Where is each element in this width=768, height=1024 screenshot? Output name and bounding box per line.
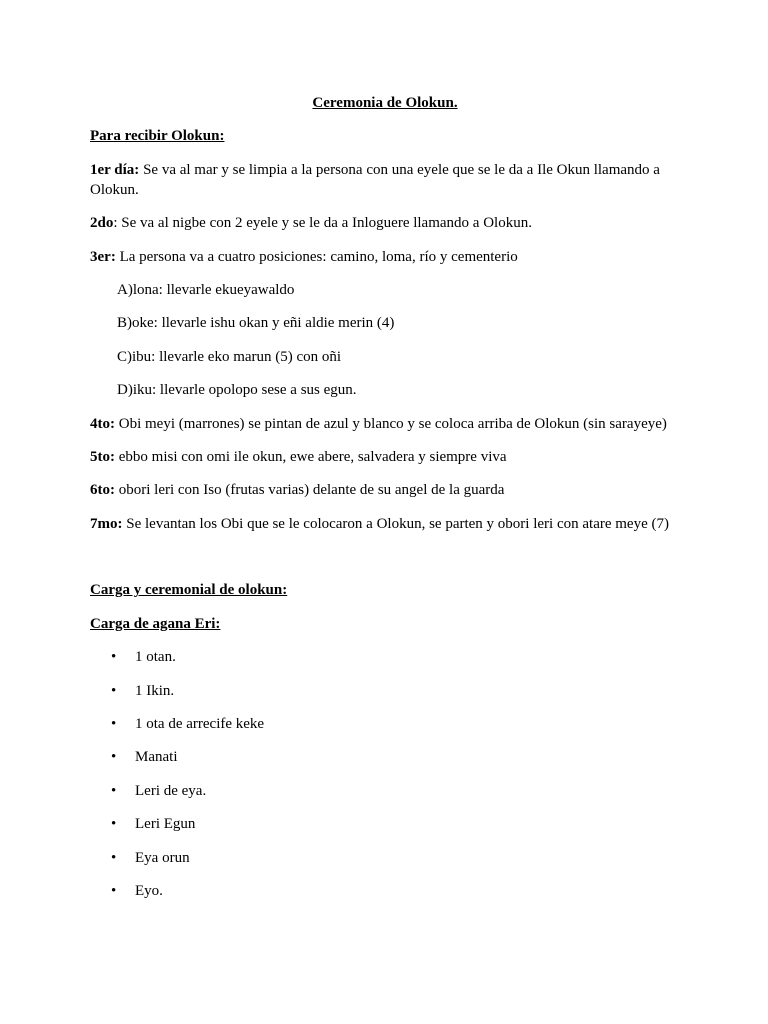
step-day-6 [90, 480, 680, 500]
spacer [90, 400, 680, 413]
step-text: : Se va al nigbe con 2 eyele y se le da a Inloguere llamando a Olokun. [113, 215, 532, 232]
spacer [90, 500, 680, 513]
spacer [90, 200, 680, 213]
step-label: 5to: [90, 448, 115, 465]
spacer [90, 434, 680, 447]
step-label: 2do [90, 215, 114, 232]
list-item-text: Eya orun [135, 849, 190, 866]
step-day-2 [90, 213, 680, 233]
step-day-5 [90, 447, 680, 467]
spacer [90, 333, 680, 346]
bullet-icon: • [111, 849, 117, 866]
bullet-icon: • [111, 816, 117, 833]
position-item-b: B)oke: llevarle ishu okan y eñi aldie merin (4) [117, 315, 395, 332]
list-item [90, 848, 680, 868]
list-item-text: Eyo. [135, 883, 163, 899]
list-item [90, 681, 680, 701]
step-text: Se levantan los Obi que se le colocaron a Olokun, se parten y obori leri con atare meye (7) [122, 515, 669, 532]
spacer [90, 300, 680, 313]
spacer [90, 267, 680, 280]
list-item-text: Leri de eya. [135, 782, 207, 799]
step-day-1 [90, 160, 680, 200]
bullet-icon: • [111, 782, 117, 799]
step-text: ebbo misi con omi ile okun, ewe abere, salvadera y siempre viva [115, 448, 507, 465]
section-heading-para-recibir: Para recibir Olokun: [90, 128, 225, 145]
bullet-icon: • [111, 883, 117, 899]
position-item-d: D)iku: llevarle opolopo sese a sus egun. [117, 382, 357, 399]
section-subheading-carga-agana: Carga de agana Eri: [90, 615, 221, 632]
bullet-icon: • [111, 649, 117, 666]
step-text: Se va al mar y se limpia a la persona con una eyele que se le da a Ile Okun llamando a Olokun. [90, 161, 660, 198]
spacer [90, 634, 680, 647]
position-item-a: A)lona: llevarle ekueyawaldo [117, 281, 295, 298]
list-item [90, 781, 680, 801]
list-item-text: 1 Ikin. [135, 682, 175, 699]
section-heading-carga-ceremonial: Carga y ceremonial de olokun: [90, 582, 288, 599]
step-day-3 [90, 247, 680, 267]
step-label: 4to: [90, 415, 115, 432]
spacer [90, 600, 680, 613]
list-item [90, 814, 680, 834]
document-title: Ceremonia de Olokun. [312, 95, 458, 111]
ingredients-list [90, 647, 680, 901]
step-text: Obi meyi (marrones) se pintan de azul y blanco y se coloca arriba de Olokun (sin sarayeye) [115, 415, 667, 432]
bullet-icon: • [111, 682, 117, 699]
step-day-4 [90, 414, 680, 434]
spacer [90, 467, 680, 480]
spacer [90, 113, 680, 126]
document-page [90, 93, 680, 914]
spacer [90, 146, 680, 159]
step-label: 7mo: [90, 515, 123, 532]
step-text: obori leri con Iso (frutas varias) delante de su angel de la guarda [115, 482, 505, 499]
list-item [90, 747, 680, 767]
list-item [90, 647, 680, 667]
position-item-c: C)ibu: llevarle eko marun (5) con oñi [117, 348, 342, 365]
spacer [90, 367, 680, 380]
step-label: 6to: [90, 482, 115, 499]
step-text: La persona va a cuatro posiciones: camino, loma, río y cementerio [115, 248, 518, 265]
spacer [90, 534, 680, 581]
list-item-text: Leri Egun [135, 816, 196, 833]
list-item-text: 1 otan. [135, 649, 176, 666]
list-item-text: Manati [135, 749, 178, 766]
list-item [90, 881, 680, 901]
list-item-text: 1 ota de arrecife keke [135, 716, 265, 733]
step-day-7 [90, 514, 680, 534]
bullet-icon: • [111, 716, 117, 733]
list-item [90, 714, 680, 734]
step-label: 1er día: [90, 161, 140, 178]
step-label: 3er: [90, 248, 116, 265]
spacer [90, 233, 680, 246]
bullet-icon: • [111, 749, 117, 766]
